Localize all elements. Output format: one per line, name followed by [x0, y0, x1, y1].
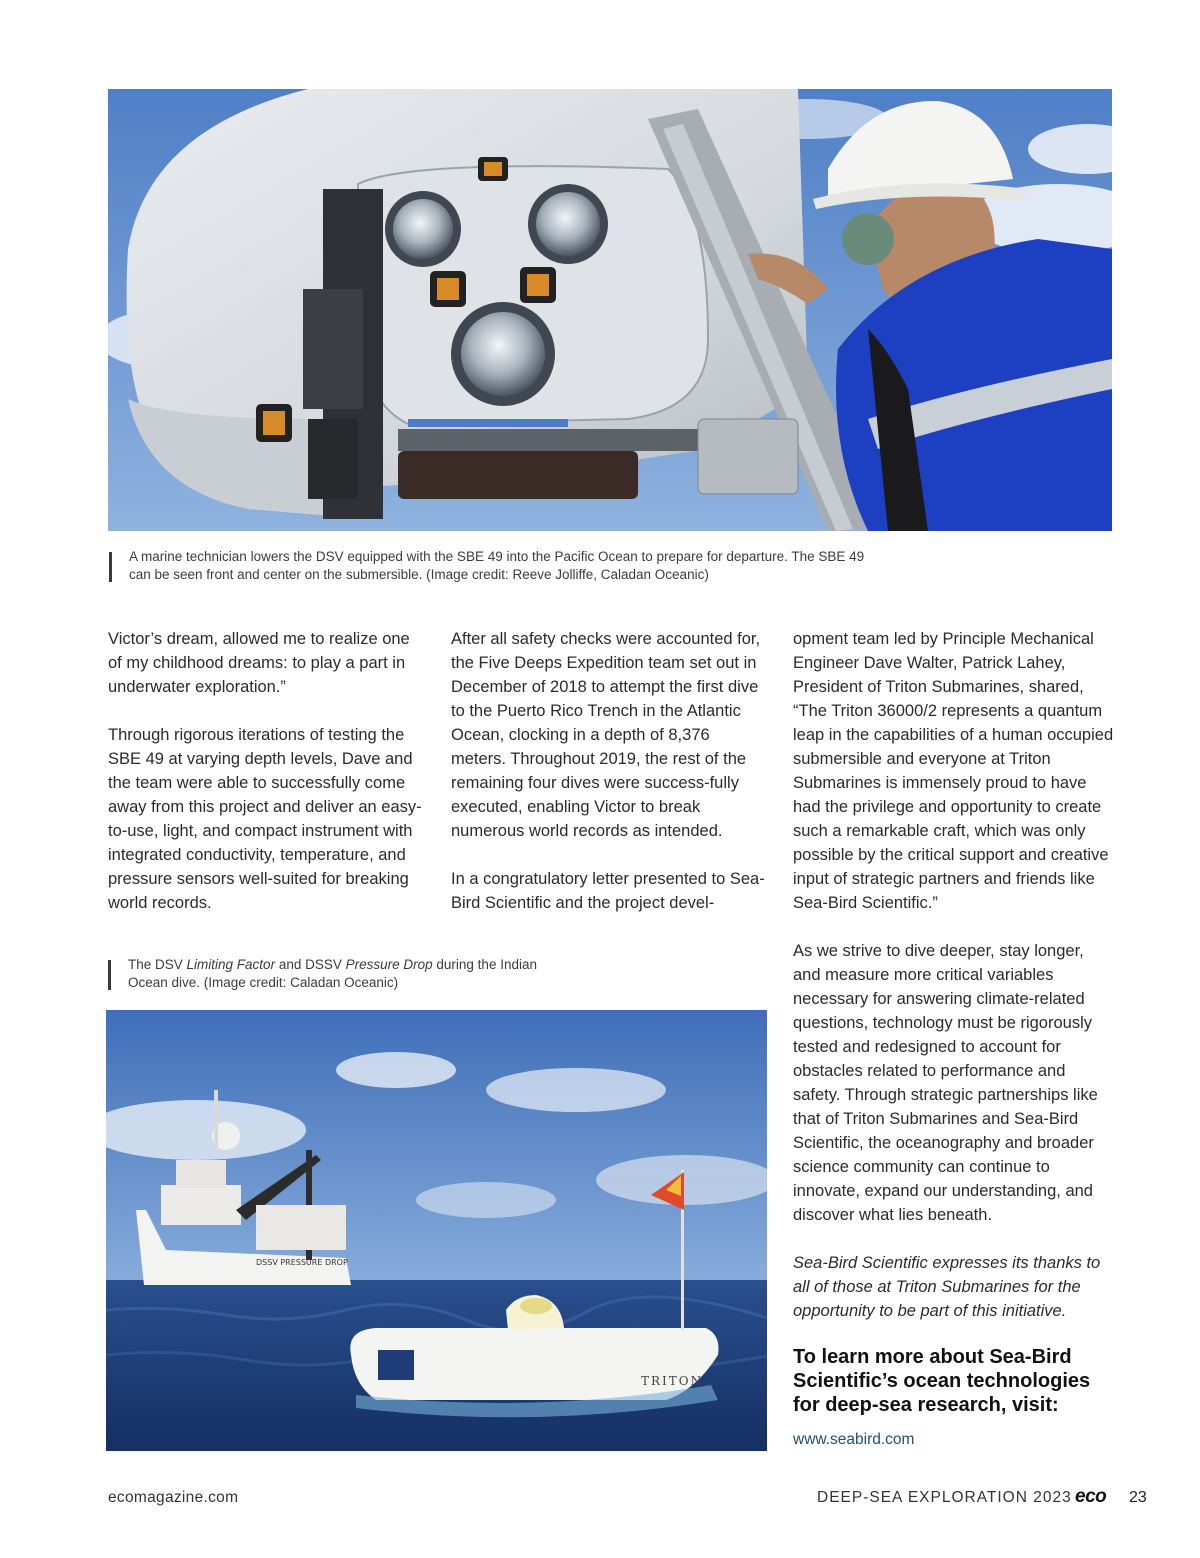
col3-thanks-paragraph: Sea-Bird Scientific expresses its thanks to all of those at Triton Submarines for the opportunity to be part of this initiative.	[793, 1254, 1101, 1320]
col1-paragraph-1: Victor’s dream, allowed me to realize one of my childhood dreams: to play a part in underwater exploration.”	[108, 630, 410, 696]
footer-site: ecomagazine.com	[108, 1489, 239, 1506]
caption-rule	[108, 960, 111, 990]
submersible-photo-illustration	[108, 89, 1112, 531]
cta-heading: To learn more about Sea-Bird Scientific’s ocean technologies for deep-sea research, visit:	[793, 1346, 1091, 1416]
column-1	[108, 627, 424, 939]
col3-paragraph-1: opment team led by Principle Mechanical Engineer Dave Walter, Patrick Lahey, President of Triton Submarines, shared, “The Triton 36000/2 represents a quantum leap in the capabilities of a human occupied submersible and everyone at Triton Submarines is immensely proud to have had the privilege and opportunity to create such a remarkable craft, which was only possible by the critical support and creative input of strategic partners and friends like Sea-Bird Scientific.”	[793, 630, 1114, 912]
bottom-photo	[106, 1010, 767, 1451]
col2-paragraph-2: In a congratulatory letter presented to Sea-Bird Scientific and the project devel-	[451, 870, 765, 912]
footer-publication: DEEP-SEA EXPLORATION 2023	[817, 1489, 1072, 1506]
top-photo	[108, 89, 1112, 531]
ship-and-submersible-illustration	[106, 1010, 767, 1451]
caption-text: The DSV	[128, 957, 187, 972]
ship-hull-name: DSSV PRESSURE DROP	[256, 1258, 348, 1267]
page-number: 23	[1129, 1489, 1147, 1506]
eco-logo: eco	[1075, 1486, 1107, 1507]
col2-paragraph-1: After all safety checks were accounted for, the Five Deeps Expedition team set out in December of 2018 to attempt the first dive to the Puerto Rico Trench in the Atlantic Ocean, clocking in a depth of 8,376 meters. Throughout 2019, the rest of the remaining four dives were success-fully executed, enabling Victor to break numerous world records as intended.	[451, 630, 761, 840]
sub-logo-text: TRITON	[641, 1374, 704, 1388]
caption-rule	[109, 552, 112, 582]
col1-paragraph-2: Through rigorous iterations of testing the SBE 49 at varying depth levels, Dave and the team were able to successfully come away from this project and deliver an easy-to-use, light, and compact instrument with integrated conductivity, temperature, and pressure sensors well-suited for breaking world records.	[108, 726, 422, 912]
caption-text: and DSSV	[275, 957, 346, 972]
seabird-link[interactable]: www.seabird.com	[793, 1431, 915, 1448]
col3-paragraph-2: As we strive to dive deeper, stay longer, and measure more critical variables necessary for answering climate-related questions, technology must be rigorously tested and redesigned to account for obstacles related to performance and safety. Through strategic partnerships like that of Triton Submarines and Sea-Bird Scientific, the oceanography and broader science community can continue to innovate, expand our understanding, and discover what lies beneath.	[793, 942, 1098, 1224]
column-3	[793, 627, 1115, 1452]
column-2	[451, 627, 767, 939]
caption-text: during the Indian Ocean dive. (Image credit: Caladan Oceanic)	[128, 957, 537, 990]
bottom-photo-caption	[128, 956, 548, 992]
caption-vessel-name: Pressure Drop	[345, 957, 433, 972]
caption-vessel-name: Limiting Factor	[186, 957, 276, 972]
top-photo-caption: A marine technician lowers the DSV equipped with the SBE 49 into the Pacific Ocean to prepare for departure. The SBE 49 can be seen front and center on the submersible. (Image credit: Reeve Jolliffe, Caladan Oceanic)	[129, 549, 865, 582]
